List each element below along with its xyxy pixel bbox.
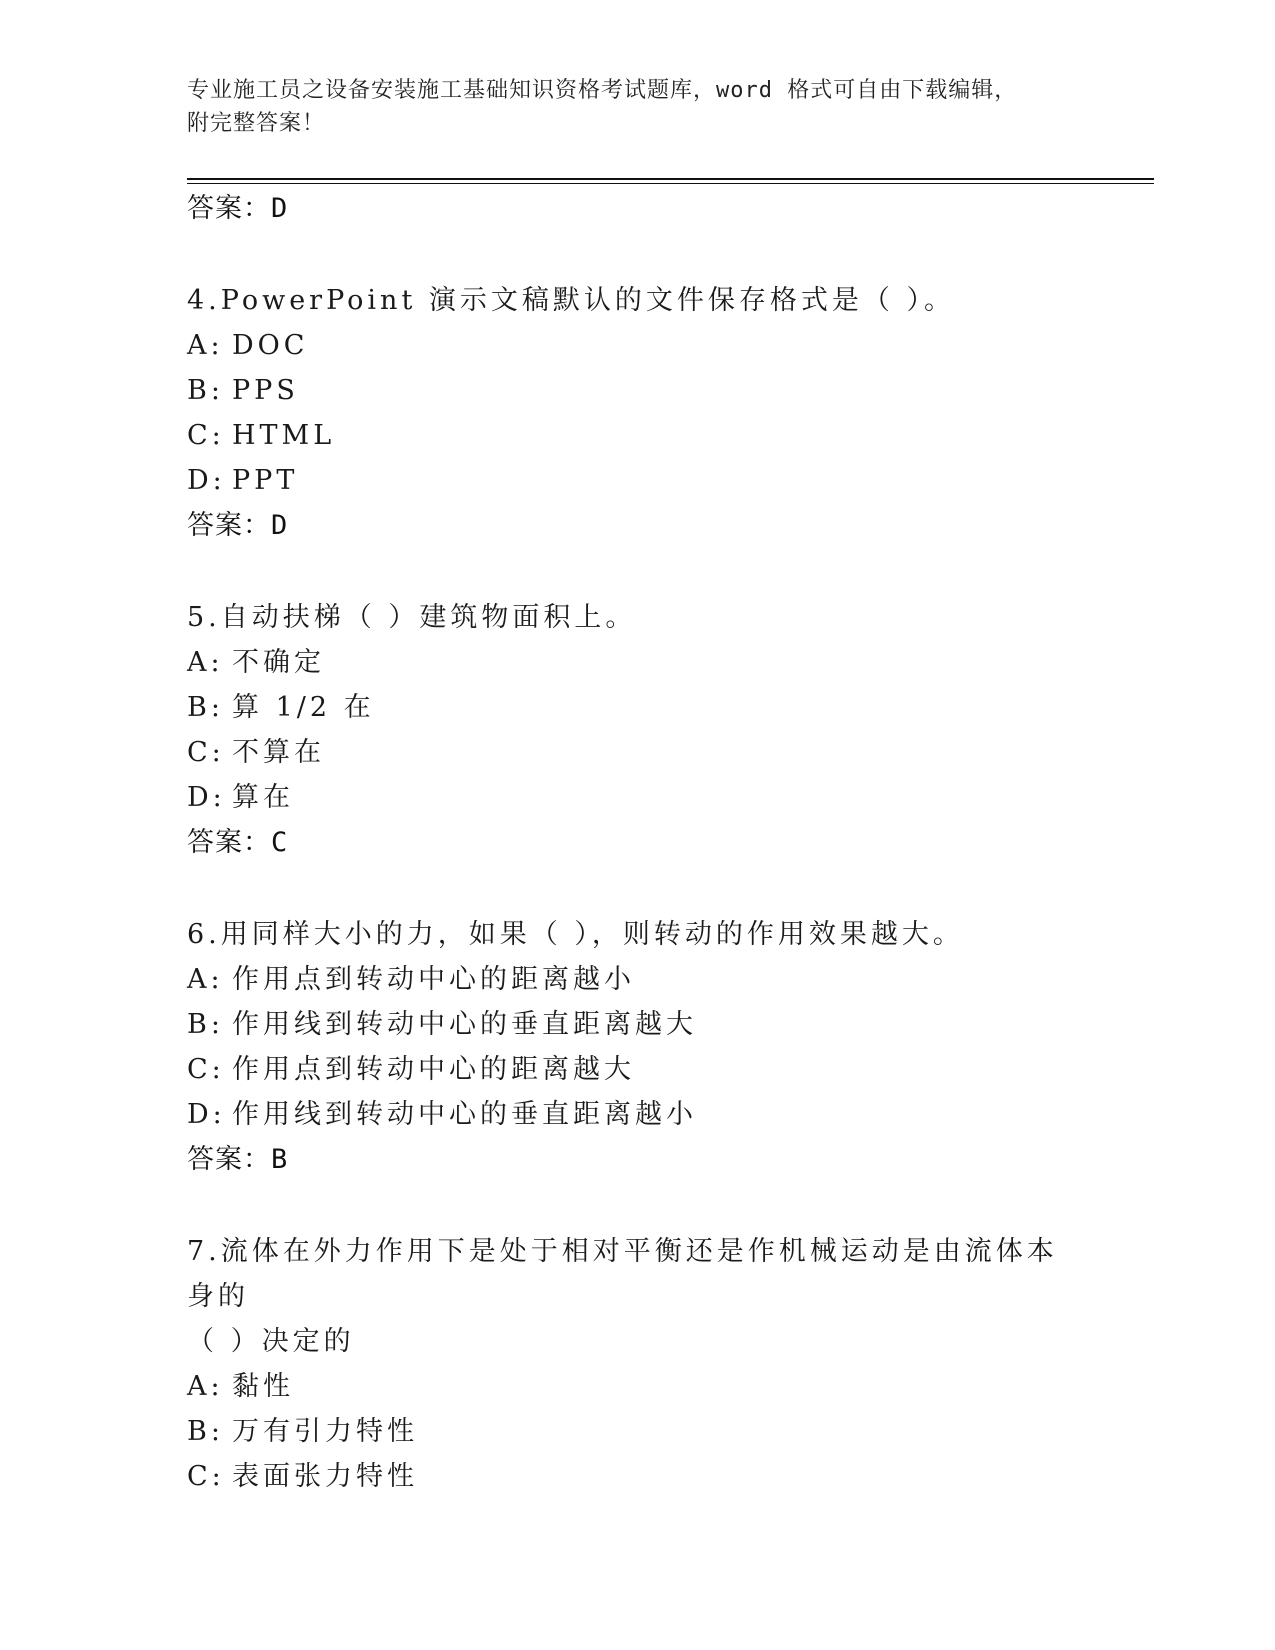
option-text: 表面张力特性 [232, 1461, 418, 1492]
question-block [187, 278, 1087, 549]
question-stem-continued: （ ）决定的 [187, 1326, 355, 1357]
option-key: B: [187, 1009, 224, 1040]
option-key: A: [187, 330, 224, 361]
option-text: 作用点到转动中心的距离越小 [232, 964, 635, 995]
header-divider [187, 178, 1154, 180]
header-line-1: 专业施工员之设备安装施工基础知识资格考试题库，word 格式可自由下载编辑， [187, 78, 1018, 103]
option-c [187, 413, 1087, 458]
option-text: 万有引力特性 [232, 1416, 418, 1447]
option-key: B: [187, 375, 224, 406]
option-d [187, 1092, 1087, 1137]
document-body [187, 186, 1087, 1499]
option-key: D: [187, 465, 226, 496]
document-header [187, 74, 1067, 140]
option-key: A: [187, 964, 224, 995]
option-text: 算在 [232, 782, 294, 813]
option-a [187, 640, 1087, 685]
option-key: C: [187, 737, 225, 768]
option-key: C: [187, 1054, 225, 1085]
header-line-2: 附完整答案！ [187, 111, 326, 136]
answer-line: 答案：C [187, 827, 289, 858]
option-key: A: [187, 1371, 224, 1402]
answer-line: 答案：D [187, 510, 289, 541]
option-a [187, 957, 1087, 1002]
option-c [187, 1047, 1087, 1092]
option-d [187, 458, 1087, 503]
option-key: C: [187, 1461, 225, 1492]
option-text: 作用线到转动中心的垂直距离越小 [232, 1099, 697, 1130]
question-block [187, 912, 1087, 1183]
question-stem: 4.PowerPoint 演示文稿默认的文件保存格式是（ ）。 [187, 285, 955, 316]
option-key: C: [187, 420, 225, 451]
option-key: B: [187, 692, 224, 723]
answer-line: 答案：D [187, 193, 289, 224]
option-text: 黏性 [232, 1371, 294, 1402]
option-text: 不确定 [232, 647, 325, 678]
option-key: D: [187, 782, 226, 813]
option-text: PPS [232, 375, 299, 406]
header-divider-thin [187, 183, 1154, 184]
answer-line: 答案：B [187, 1144, 289, 1175]
option-b [187, 1002, 1087, 1047]
question-block [187, 1229, 1087, 1499]
option-text: HTML [232, 420, 336, 451]
option-key: B: [187, 1416, 224, 1447]
option-key: D: [187, 1099, 226, 1130]
option-text: 作用点到转动中心的距离越大 [232, 1054, 635, 1085]
option-text: DOC [232, 330, 309, 361]
option-a [187, 323, 1087, 368]
option-text: 不算在 [232, 737, 325, 768]
question-block [187, 595, 1087, 866]
option-c [187, 1454, 1087, 1499]
option-d [187, 775, 1087, 820]
option-a [187, 1364, 1087, 1409]
option-text: PPT [232, 465, 299, 496]
option-b [187, 368, 1087, 413]
option-text: 作用线到转动中心的垂直距离越大 [232, 1009, 697, 1040]
question-stem: 5.自动扶梯（ ）建筑物面积上。 [187, 602, 637, 633]
option-text: 算 1/2 在 [232, 692, 375, 723]
question-stem: 7.流体在外力作用下是处于相对平衡还是作机械运动是由流体本身的 [187, 1236, 1058, 1312]
option-b [187, 1409, 1087, 1454]
option-b [187, 685, 1087, 730]
question-stem: 6.用同样大小的力，如果（ ），则转动的作用效果越大。 [187, 919, 964, 950]
option-c [187, 730, 1087, 775]
option-key: A: [187, 647, 224, 678]
